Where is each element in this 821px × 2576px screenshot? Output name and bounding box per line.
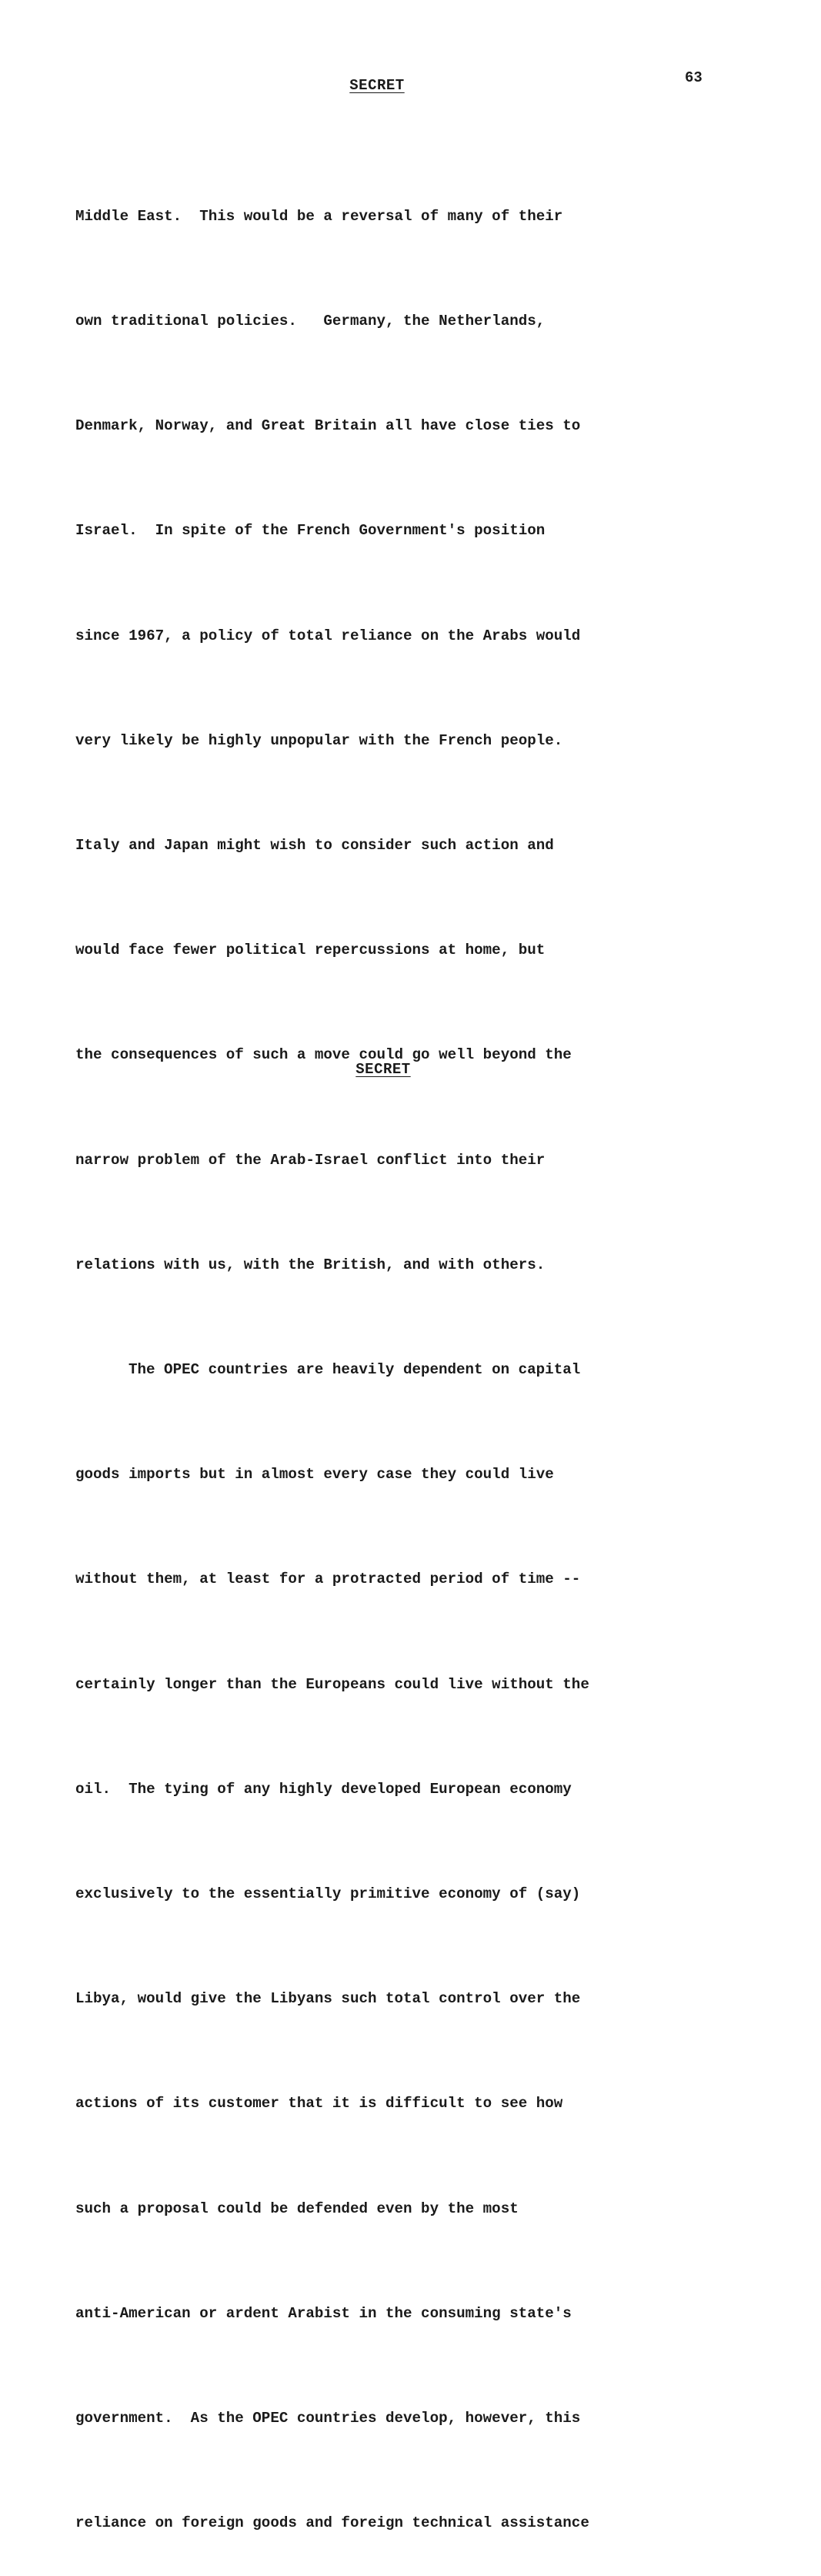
text-line: Libya, would give the Libyans such total control over the — [75, 1990, 581, 2008]
text-line: goods imports but in almost every case they could live — [75, 1466, 554, 1484]
text-line: oil. The tying of any highly developed European economy — [75, 1780, 572, 1798]
text-line: such a proposal could be defended even by the most — [75, 2200, 519, 2217]
text-line: narrow problem of the Arab-Israel conflict into their — [75, 1151, 546, 1169]
text-line: certainly longer than the Europeans could live without the — [75, 1675, 589, 1693]
classification-header: SECRET — [349, 77, 405, 94]
text-line: the consequences of such a move could go well beyond the — [75, 1046, 572, 1064]
classification-footer: SECRET — [355, 1061, 411, 1078]
page-number: 63 — [685, 69, 703, 86]
text-line: since 1967, a policy of total reliance on the Arabs would — [75, 627, 581, 644]
text-line: Italy and Japan might wish to consider such action and — [75, 837, 554, 855]
body-text — [75, 129, 691, 2576]
text-line: own traditional policies. Germany, the Netherlands, — [75, 313, 546, 330]
text-line: very likely be highly unpopular with the French people. — [75, 731, 563, 749]
text-line: without them, at least for a protracted period of time -- — [75, 1571, 581, 1588]
text-line: reliance on foreign goods and foreign technical assistance — [75, 2514, 589, 2532]
paragraph-start-line: The OPEC countries are heavily dependent on capital — [128, 1361, 581, 1379]
text-line: government. As the OPEC countries develop, however, this — [75, 2410, 581, 2427]
text-line: anti-American or ardent Arabist in the consuming state's — [75, 2304, 572, 2322]
text-line: Middle East. This would be a reversal of many of their — [75, 207, 563, 225]
text-line: Denmark, Norway, and Great Britain all have close ties to — [75, 417, 581, 435]
text-line: actions of its customer that it is difficult to see how — [75, 2095, 563, 2113]
text-line: exclusively to the essentially primitive economy of (say) — [75, 1885, 581, 1903]
text-line: would face fewer political repercussions at home, but — [75, 942, 546, 959]
text-line: relations with us, with the British, and with others. — [75, 1256, 546, 1273]
text-line: Israel. In spite of the French Government's position — [75, 522, 546, 540]
